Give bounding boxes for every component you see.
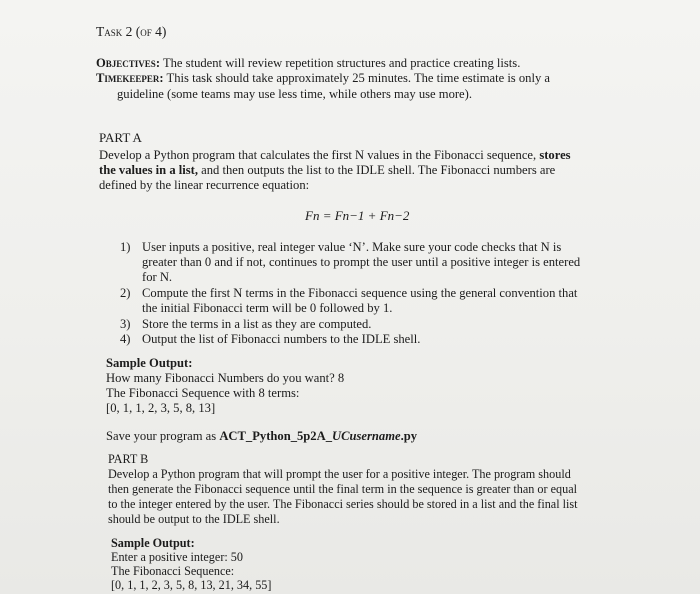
timekeeper-label: Timekeeper:	[96, 71, 164, 85]
save-filename	[219, 429, 417, 443]
save-filename-ext: .py	[400, 429, 418, 443]
part-a-heading: PART A	[99, 130, 142, 145]
timekeeper-text-1: This task should take approximately 25 minutes. The time estimate is only a	[166, 71, 550, 85]
objectives-text: The student will review repetition structures and practice creating lists.	[162, 56, 521, 70]
timekeeper-line	[96, 71, 550, 86]
step-1-line-1: User inputs a positive, real integer value ‘N’. Make sure your code checks that N is	[142, 240, 562, 254]
save-filename-base: ACT_Python_5p2A_	[219, 429, 332, 443]
step-1-number: 1)	[120, 240, 131, 254]
timekeeper-text-2: guideline (some teams may use less time, while others may use more).	[117, 87, 472, 101]
task-title: Task 2 (of 4)	[96, 24, 167, 39]
step-2-number: 2)	[120, 286, 131, 300]
save-filename-username: UCusername	[332, 429, 401, 443]
part-a-intro-1	[99, 148, 571, 163]
part-b-intro-1: Develop a Python program that will prompt the user for a positive integer. The program should	[108, 467, 571, 481]
part-a-intro-2	[99, 163, 555, 178]
step-4-number: 4)	[120, 332, 131, 346]
part-a-intro-1-bold: stores	[539, 148, 571, 162]
fibonacci-equation: Fn = Fn−1 + Fn−2	[305, 208, 410, 223]
step-2-line-2: the initial Fibonacci term will be 0 followed by 1.	[142, 301, 393, 315]
part-a-sample-line-3: [0, 1, 1, 2, 3, 5, 8, 13]	[106, 401, 216, 415]
part-b-sample-line-2: The Fibonacci Sequence:	[111, 564, 235, 578]
part-a-sample-heading: Sample Output:	[106, 356, 193, 370]
step-3-line-1: Store the terms in a list as they are computed.	[142, 317, 372, 331]
step-1-line-3: for N.	[142, 270, 173, 284]
save-instruction	[106, 429, 417, 444]
part-b-sample-line-3: [0, 1, 1, 2, 3, 5, 8, 13, 21, 34, 55]	[111, 578, 272, 592]
part-b-sample-line-1: Enter a positive integer: 50	[111, 550, 243, 564]
part-b-intro-2: then generate the Fibonacci sequence until the final term in the sequence is greater than or equal	[108, 482, 578, 496]
step-4-line-1: Output the list of Fibonacci numbers to the IDLE shell.	[142, 332, 421, 346]
part-b-sample-heading: Sample Output:	[111, 536, 195, 550]
save-prefix: Save your program as	[106, 429, 217, 443]
part-a-intro-3: defined by the linear recurrence equation:	[99, 178, 310, 192]
part-a-intro-2-bold: the values in a list,	[99, 163, 199, 177]
step-3-number: 3)	[120, 317, 131, 331]
part-a-intro-1-text: Develop a Python program that calculates the first N values in the Fibonacci sequence,	[99, 148, 537, 162]
part-b-heading: PART B	[108, 452, 149, 466]
part-a-intro-2-text: and then outputs the list to the IDLE shell. The Fibonacci numbers are	[201, 163, 556, 177]
part-a-sample-line-1: How many Fibonacci Numbers do you want? 8	[106, 371, 345, 385]
step-2-line-1: Compute the first N terms in the Fibonacci sequence using the general convention that	[142, 286, 578, 300]
part-a-sample-line-2: The Fibonacci Sequence with 8 terms:	[106, 386, 300, 400]
part-b-intro-4: should be output to the IDLE shell.	[108, 512, 280, 526]
objectives-line	[96, 56, 520, 71]
step-1-line-2: greater than 0 and if not, continues to prompt the user until a positive integer is entered	[142, 255, 581, 269]
objectives-label: Objectives:	[96, 56, 161, 70]
part-b-intro-3: to the integer entered by the user. The Fibonacci series should be stored in a list and the final list	[108, 497, 578, 511]
